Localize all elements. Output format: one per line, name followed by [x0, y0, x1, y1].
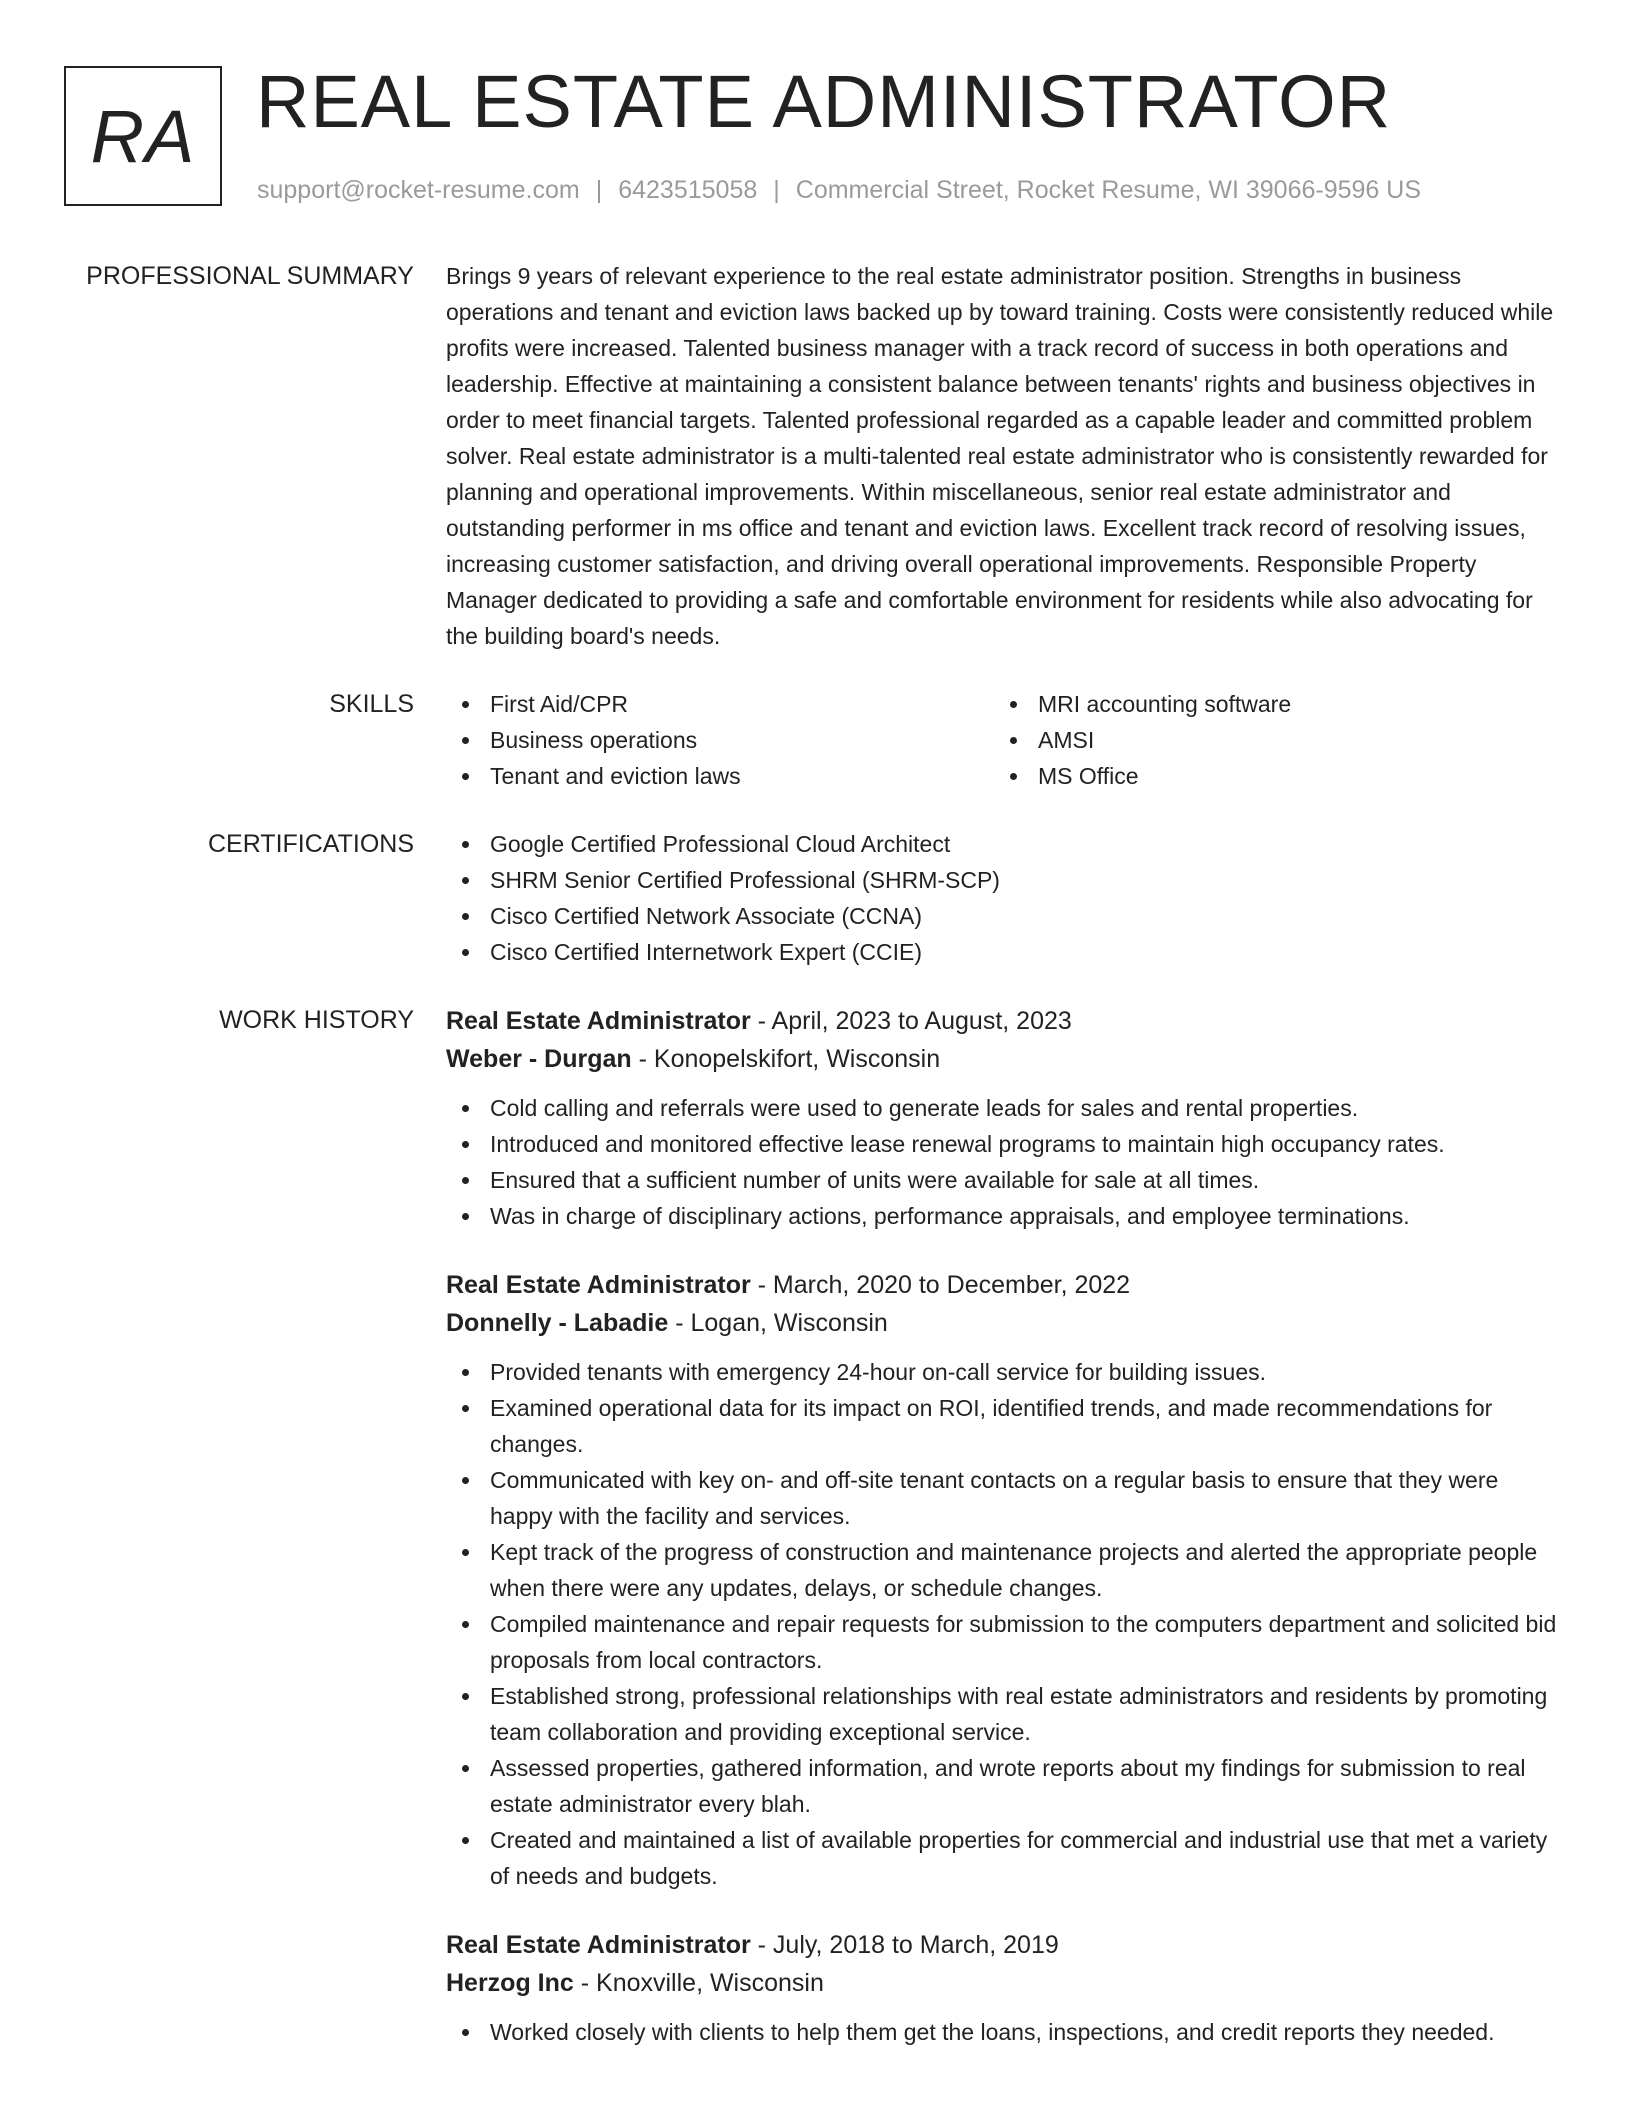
- summary-heading: PROFESSIONAL SUMMARY: [86, 262, 414, 290]
- contact-email[interactable]: support@rocket-resume.com: [257, 176, 580, 204]
- job-company-line: [446, 1304, 1562, 1342]
- job-bullets: [446, 1090, 1562, 1234]
- skill-item: First Aid/CPR: [446, 686, 994, 722]
- job-title-line: [446, 1266, 1562, 1304]
- certification-item: Cisco Certified Network Associate (CCNA): [446, 898, 1562, 934]
- summary-text: Brings 9 years of relevant experience to the real estate administrator position. Strengths in business operations and tenant and eviction laws backed up by toward training. Costs were consistently reduced while profits were increased. Talented business manager with a track record of success in both operations and leadership. Effective at maintaining a consistent balance between tenants' rights and business objectives in order to meet financial targets. Talented professional regarded as a capable leader and committed problem solver. Real estate administrator is a multi-talented real estate administrator who is consistently rewarded for planning and operational improvements. Within miscellaneous, senior real estate administrator and outstanding performer in ms office and tenant and eviction laws. Excellent track record of resolving issues, increasing customer satisfaction, and driving overall operational improvements. Responsible Property Manager dedicated to providing a safe and comfortable environment for residents while also advocating for the building board's needs.: [446, 263, 1554, 649]
- job-bullet: Kept track of the progress of construction and maintenance projects and alerted the appropriate people when there were any updates, delays, or schedule changes.: [446, 1534, 1562, 1606]
- job-bullet: Cold calling and referrals were used to generate leads for sales and rental properties.: [446, 1090, 1562, 1126]
- skills-grid: [446, 686, 1562, 794]
- job-entry: [446, 1926, 1562, 2050]
- job-bullet: Worked closely with clients to help them get the loans, inspections, and credit reports they needed.: [446, 2014, 1562, 2050]
- job-company: Herzog Inc: [446, 1969, 574, 1997]
- skills-column-1: [446, 686, 994, 794]
- skill-item: Business operations: [446, 722, 994, 758]
- job-dates: - July, 2018 to March, 2019: [750, 1931, 1059, 1959]
- job-company-line: [446, 1040, 1562, 1078]
- monogram-logo: RA: [64, 66, 222, 206]
- certification-item: Google Certified Professional Cloud Architect: [446, 826, 1562, 862]
- job-bullet: Examined operational data for its impact on ROI, identified trends, and made recommendations for changes.: [446, 1390, 1562, 1462]
- job-bullets: [446, 2014, 1562, 2050]
- certification-item: Cisco Certified Internetwork Expert (CCIE): [446, 934, 1562, 970]
- skill-item: MRI accounting software: [994, 686, 1542, 722]
- skills-column-2: [994, 686, 1542, 794]
- contact-address: Commercial Street, Rocket Resume, WI 39066-9596 US: [795, 176, 1422, 204]
- work-history-heading: WORK HISTORY: [219, 1006, 414, 1034]
- job-dates: - March, 2020 to December, 2022: [750, 1271, 1131, 1299]
- contact-separator: |: [595, 176, 603, 204]
- job-bullet: Ensured that a sufficient number of units were available for sale at all times.: [446, 1162, 1562, 1198]
- job-title-line: [446, 1926, 1562, 1964]
- job-bullet: Introduced and monitored effective lease renewal programs to maintain high occupancy rates.: [446, 1126, 1562, 1162]
- work-history-body: [446, 1002, 1562, 2082]
- job-bullet: Communicated with key on- and off-site tenant contacts on a regular basis to ensure that they were happy with the facility and services.: [446, 1462, 1562, 1534]
- job-company: Weber - Durgan: [446, 1045, 632, 1073]
- job-company: Donnelly - Labadie: [446, 1309, 669, 1337]
- certifications-list: [446, 826, 1562, 970]
- job-location: - Logan, Wisconsin: [668, 1309, 888, 1337]
- job-entry: [446, 1002, 1562, 1234]
- contact-separator: |: [773, 176, 780, 204]
- job-entry: [446, 1266, 1562, 1894]
- job-bullet: Assessed properties, gathered information, and wrote reports about my findings for submission to real estate administrator every blah.: [446, 1750, 1562, 1822]
- skill-item: MS Office: [994, 758, 1542, 794]
- contact-info: [257, 173, 1421, 207]
- job-title: Real Estate Administrator: [446, 1931, 751, 1959]
- job-bullet: Compiled maintenance and repair requests for submission to the computers department and solicited bid proposals from local contractors.: [446, 1606, 1562, 1678]
- job-dates: - April, 2023 to August, 2023: [750, 1007, 1072, 1035]
- job-title: Real Estate Administrator: [446, 1271, 751, 1299]
- job-company-line: [446, 1964, 1562, 2002]
- skill-item: Tenant and eviction laws: [446, 758, 994, 794]
- contact-phone[interactable]: 6423515058: [618, 176, 758, 204]
- candidate-name: REAL ESTATE ADMINISTRATOR: [256, 60, 1392, 143]
- summary-body: [446, 258, 1562, 654]
- job-location: - Knoxville, Wisconsin: [573, 1969, 824, 1997]
- job-title-line: [446, 1002, 1562, 1040]
- job-bullet: Created and maintained a list of available properties for commercial and industrial use that met a variety of needs and budgets.: [446, 1822, 1562, 1894]
- job-location: - Konopelskifort, Wisconsin: [631, 1045, 941, 1073]
- job-bullet: Provided tenants with emergency 24-hour on-call service for building issues.: [446, 1354, 1562, 1390]
- job-bullet: Was in charge of disciplinary actions, performance appraisals, and employee terminations.: [446, 1198, 1562, 1234]
- skill-item: AMSI: [994, 722, 1542, 758]
- job-title: Real Estate Administrator: [446, 1007, 751, 1035]
- certification-item: SHRM Senior Certified Professional (SHRM-SCP): [446, 862, 1562, 898]
- certifications-body: [446, 826, 1562, 970]
- skills-body: [446, 686, 1562, 794]
- job-bullets: [446, 1354, 1562, 1894]
- job-bullet: Established strong, professional relationships with real estate administrators and residents by promoting team collaboration and providing exceptional service.: [446, 1678, 1562, 1750]
- certifications-heading: CERTIFICATIONS: [207, 830, 414, 858]
- skills-heading: SKILLS: [329, 690, 414, 718]
